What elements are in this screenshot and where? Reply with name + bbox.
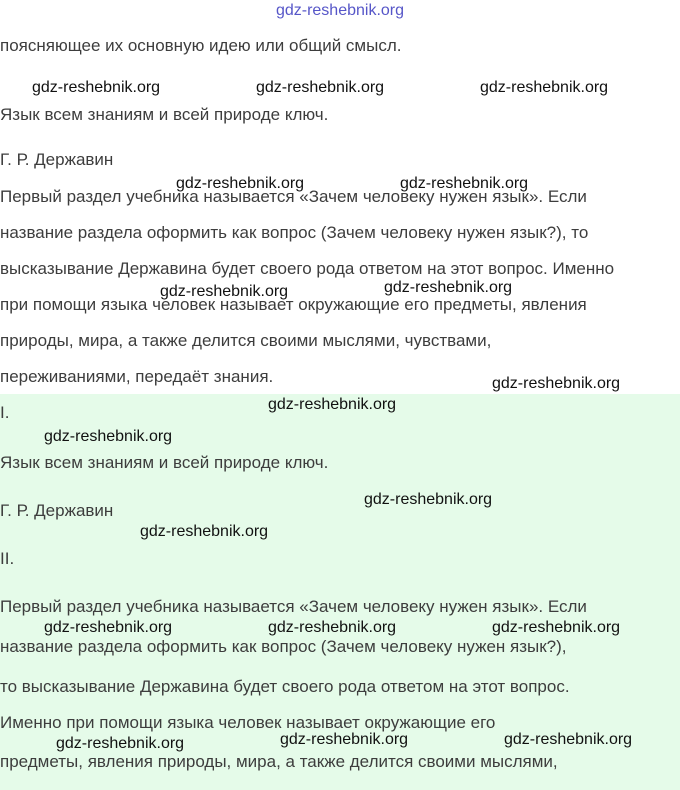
watermark: gdz-reshebnik.org [492,619,621,636]
watermark: gdz-reshebnik.org [280,731,409,748]
text-line: предметы, явления природы, мира, а также делится своими мыслями, [0,752,558,771]
watermark: gdz-reshebnik.org [384,279,513,296]
text-line: высказывание Державина будет своего рода ответом на этот вопрос. Именно [0,259,615,278]
watermark: gdz-reshebnik.org [44,428,173,445]
watermark: gdz-reshebnik.org [268,396,397,413]
text-line: Именно при помощи языка человек называет окружающие его [0,713,496,732]
watermark: gdz-reshebnik.org [492,375,621,392]
watermark: gdz-reshebnik.org [400,175,529,192]
quote-line: Язык всем знаниям и всей природе ключ. [0,105,329,124]
quote-line: Язык всем знаниям и всей природе ключ. [0,453,329,472]
watermark: gdz-reshebnik.org [504,731,633,748]
watermark: gdz-reshebnik.org [268,619,397,636]
watermark: gdz-reshebnik.org [44,619,173,636]
text-line: природы, мира, а также делится своими мыслями, чувствами, [0,331,492,350]
watermark: gdz-reshebnik.org [140,523,269,540]
text-line: то высказывание Державина будет своего рода ответом на этот вопрос. [0,677,570,696]
watermark-header: gdz-reshebnik.org [275,2,405,19]
watermark: gdz-reshebnik.org [480,79,609,96]
text-line: поясняющее их основную идею или общий смысл. [0,36,402,55]
text-line: при помощи языка человек называет окружающие его предметы, явления [0,295,587,314]
watermark: gdz-reshebnik.org [176,175,305,192]
section-number: II. [0,549,15,568]
watermark: gdz-reshebnik.org [56,735,185,752]
text-line: название раздела оформить как вопрос (Зачем человеку нужен язык?), [0,637,567,656]
watermark: gdz-reshebnik.org [160,283,289,300]
text-line: название раздела оформить как вопрос (Зачем человеку нужен язык?), то [0,223,589,242]
quote-author: Г. Р. Державин [0,501,114,520]
quote-author: Г. Р. Державин [0,150,114,169]
text-line: переживаниями, передаёт знания. [0,367,274,386]
watermark: gdz-reshebnik.org [32,79,161,96]
section-number: I. [0,403,10,422]
text-line: Первый раздел учебника называется «Зачем человеку нужен язык». Если [0,597,587,616]
watermark: gdz-reshebnik.org [364,491,493,508]
text-line: Первый раздел учебника называется «Зачем человеку нужен язык». Если [0,187,587,206]
watermark: gdz-reshebnik.org [256,79,385,96]
